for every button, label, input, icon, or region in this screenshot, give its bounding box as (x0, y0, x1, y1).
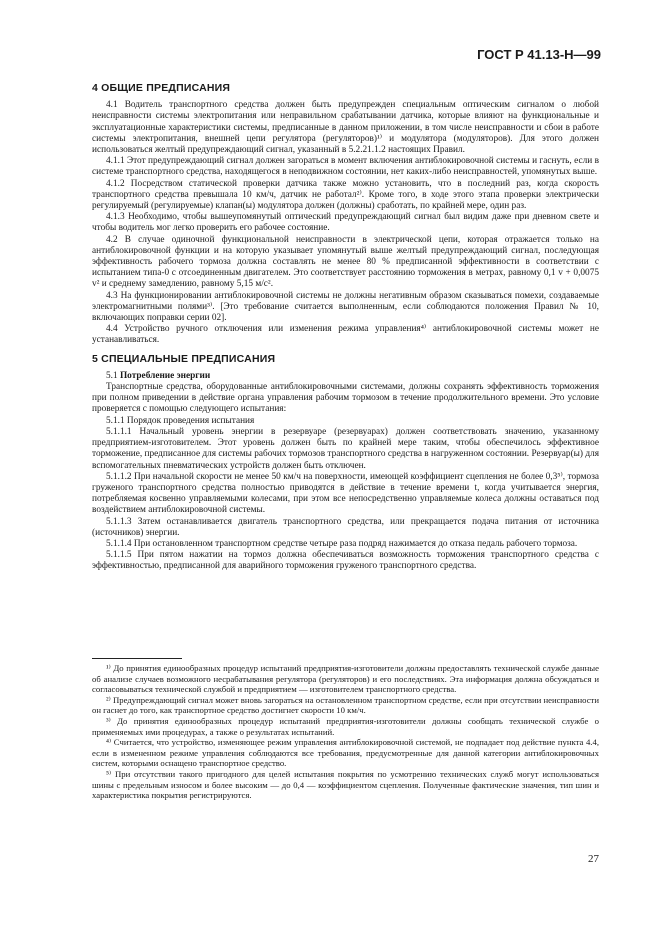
subsection-number: 5.1 (106, 370, 118, 381)
section-4-title: 4 ОБЩИЕ ПРЕДПИСАНИЯ (92, 82, 231, 94)
paragraph-4-3: 4.3 На функционировании антиблокировочной системы не должны негативным образом сказываться помехи, создаваемые электромагнитными полями³⁾. [Это требование считается выполненным, если соблюдаются положения Правил № 10, включающих поправки серии 02]. (92, 290, 599, 324)
footnote-3: ³⁾ До принятия единообразных процедур испытаний предприятия-изготовители должны сообщать технической службе о применяемых ими процедурах, а также о результатах испытаний. (92, 715, 599, 737)
paragraph-5-1-1: 5.1.1 Порядок проведения испытания (106, 415, 255, 426)
paragraph-5-1-1-2: 5.1.1.2 При начальной скорости не менее 50 км/ч на поверхности, имеющей коэффициент сцепления не более 0,3⁵⁾, тормоза груженого транспортного средства полностью приводятся в действие в течение времени t, когда учитывается энергия, потребляемая косвенно управляемыми колесами, при этом все непосредственно управляемые колеса должны оставаться под воздействием антиблокировочной системы. (92, 471, 599, 516)
paragraph-5-1-1-3: 5.1.1.3 Затем останавливается двигатель транспортного средства, или прекращается подача питания от источника (источников) энергии. (92, 516, 599, 538)
footnote-5: ⁵⁾ При отсутствии такого пригодного для целей испытания покрытия по усмотрению технических служб могут использоваться шины с предельным износом и более высоким — до 0,4 — коэффициентом сцепления. Полученные фактические значения, тип шин и характеристика покрытия регистрируются. (92, 768, 599, 801)
footnote-1: ¹⁾ До принятия единообразных процедур испытаний предприятия-изготовители должны предоставлять технической службе данные об анализе случаев возможного несрабатывания регулятора (регуляторов) и его последствиях. Эта информация должна обсуждаться и согласовываться технической службой и предприятием — изготовителем транспортного средства. (92, 663, 599, 695)
document-header: ГОСТ Р 41.13-Н—99 (477, 47, 601, 62)
paragraph-4-2: 4.2 В случае одиночной функциональной неисправности в электрической цепи, которая отражается только на антиблокировочной функции и на которую указывает упомянутый выше желтый предупреждающий сигнал, последующая эффективность рабочего тормоза должна составлять не менее 80 % предписанной эффективности в соответствии с испытанием типа-0 с отсоединенным двигателем. Это соответствует расстоянию торможения в метрах, равному 0,1 v + 0,0075 v² и среднему замедлению, равному 5,15 м/с². (92, 234, 599, 290)
paragraph-4-1-2: 4.1.2 Посредством статической проверки датчика также можно установить, что в последний раз, когда скорость транспортного средства превышала 10 км/ч, датчик не работал²⁾. Кроме того, в ходе этого этапа проверки электрически регулируемый (регулируемые) клапан(ы) модулятора должен (должны) сработать, по крайней мере, один раз. (92, 178, 599, 212)
paragraph-4-1: 4.1 Водитель транспортного средства должен быть предупрежден специальным оптическим сигналом о любой неисправности системы электропитания или неправильном срабатывании датчика, которые влияют на функциональные и эксплуатационные характеристики системы, предписанные в данном приложении, в том числе неисправности и сбои в работе системы электропитания, внешней цепи регулятора (регуляторов)¹⁾ и модулятора (модуляторов). Для этого должен использоваться желтый предупреждающий сигнал, указанный в 5.2.21.1.2 настоящих Правил. (92, 100, 599, 156)
paragraph-4-1-1: 4.1.1 Этот предупреждающий сигнал должен загораться в момент включения антиблокировочной системы и гаснуть, если в системе транспортного средства, находящегося в неподвижном состоянии, нет каких-либо неисправностей, упомянутых выше. (92, 156, 599, 178)
footnotes (92, 658, 599, 801)
paragraph-4-4: 4.4 Устройство ручного отключения или изменения режима управления⁴⁾ антиблокировочной системы может не устанавливаться. (92, 324, 599, 346)
paragraph-5-1-intro: Транспортные средства, оборудованные антиблокировочными системами, должны сохранять эффективность торможения при полном приведении в действие органа управления рабочим тормозом в течение продолжительного времени. Это условие проверяется с помощью следующего испытания: (92, 382, 599, 415)
paragraph-5-1-1-5: 5.1.1.5 При пятом нажатии на тормоз должна обеспечиваться возможность торможения транспортного средства с эффективностью, предписанной для аварийного торможения груженого транспортного средства. (92, 550, 599, 572)
subsection-5-1 (92, 371, 599, 382)
subsection-title: Потребление энергии (119, 370, 211, 381)
footnote-divider (92, 658, 182, 659)
section-5-title: 5 СПЕЦИАЛЬНЫЕ ПРЕДПИСАНИЯ (92, 352, 276, 365)
paragraph-5-1-1-4: 5.1.1.4 При остановленном транспортном средстве четыре раза подряд нажимается до отказа педаль рабочего тормоза. (106, 538, 578, 549)
footnote-4: ⁴⁾ Считается, что устройство, изменяющее режим управления антиблокировочной системой, не подпадает под действие пункта 4.4, если в измененном режиме управления соблюдаются все требования, предусмотренные для данной категории антиблокировочных систем, которыми оснащено транспортное средство. (92, 737, 599, 769)
page-number: 27 (588, 853, 599, 865)
paragraph-4-1-3: 4.1.3 Необходимо, чтобы вышеупомянутый оптический предупреждающий сигнал был видим даже при дневном свете и чтобы водитель мог легко проверить его рабочее состояние. (92, 212, 599, 234)
paragraph-5-1-1-1: 5.1.1.1 Начальный уровень энергии в резервуаре (резервуарах) должен соответствовать значению, указанному предприятием-изготовителем. Этот уровень должен быть по крайней мере таким, чтобы обеспечилось эффективное торможение, предписанное для системы рабочих тормозов транспортного средства в нагруженном состоянии. Резервуар(ы) для вспомогательных пневматических устройств должен быть отключен. (92, 426, 599, 471)
main-content (92, 76, 599, 573)
footnote-2: ²⁾ Предупреждающий сигнал может вновь загораться на остановленном транспортном средстве, если при отсутствии неисправности он гаснет до того, как транспортное средство достигнет скорости 10 км/ч. (92, 694, 599, 716)
